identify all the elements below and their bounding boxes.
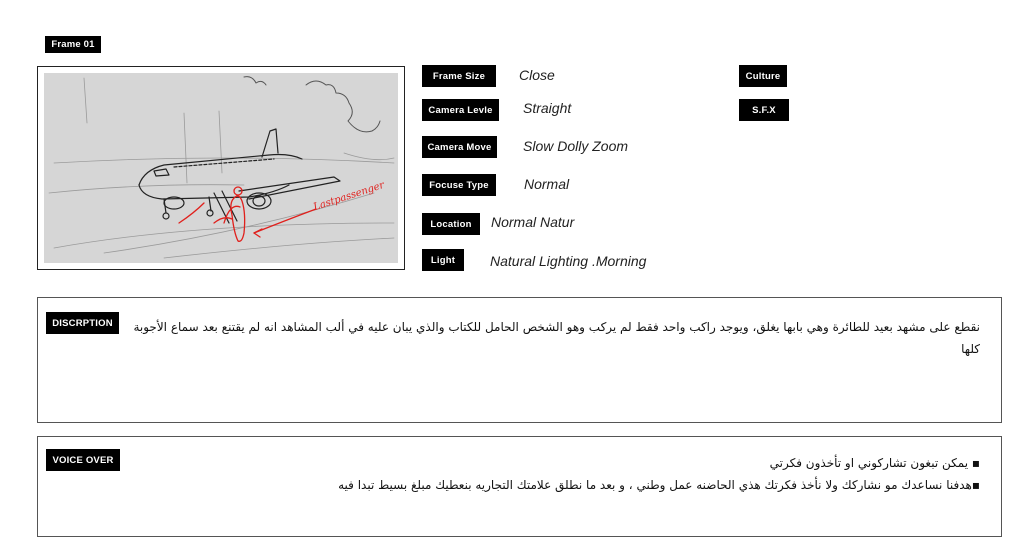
bullet-icon: ▪ xyxy=(968,456,980,470)
description-label: DISCRPTION xyxy=(46,312,119,334)
frame-size-value: Close xyxy=(519,67,555,83)
culture-label: Culture xyxy=(739,65,787,87)
storyboard-sketch-frame xyxy=(37,66,405,270)
bullet-icon: ▪ xyxy=(971,478,980,492)
sfx-label: S.F.X xyxy=(739,99,789,121)
voice-over-line-1: ▪ يمكن تبغون تشاركوني او تأخذون فكرتي xyxy=(769,456,980,470)
location-label: Location xyxy=(422,213,480,235)
location-value: Normal Natur xyxy=(491,214,575,230)
camera-level-value: Straight xyxy=(523,100,572,116)
light-label: Light xyxy=(422,249,464,271)
sketch-annotation: Lastpassenger xyxy=(312,179,386,214)
camera-level-label: Camera Levle xyxy=(422,99,499,121)
frame-size-label: Frame Size xyxy=(422,65,496,87)
light-value: Natural Lighting .Morning xyxy=(490,253,647,269)
sketch-canvas xyxy=(44,73,398,263)
description-text: نقطع على مشهد بعيد للطائرة وهي بابها يغلق، ويوجد راكب واحد فقط لم يركب وهو الشخص الحامل للكتاب والذي يبان عليه في ألب المشاهد انه لم يقتنع بعد سماع الأجوبة كلها xyxy=(133,320,980,356)
camera-move-label: Camera Move xyxy=(422,136,497,158)
airplane-sketch xyxy=(44,73,398,263)
voice-over-box xyxy=(37,436,1002,537)
focus-type-label: Focuse Type xyxy=(422,174,496,196)
focus-type-value: Normal xyxy=(524,176,570,192)
voice-over-line-2: ▪هدفنا نساعدك مو نشاركك ولا نأخذ فكرتك هذي الحاضنه عمل وطني ، و بعد ما نطلق علامتك التجاريه بنعطيك مبلغ بسيط تبدا فيه xyxy=(338,478,980,492)
frame-label: Frame 01 xyxy=(45,36,101,53)
voice-over-label: VOICE OVER xyxy=(46,449,120,471)
description-box xyxy=(37,297,1002,423)
camera-move-value: Slow Dolly Zoom xyxy=(523,138,629,154)
